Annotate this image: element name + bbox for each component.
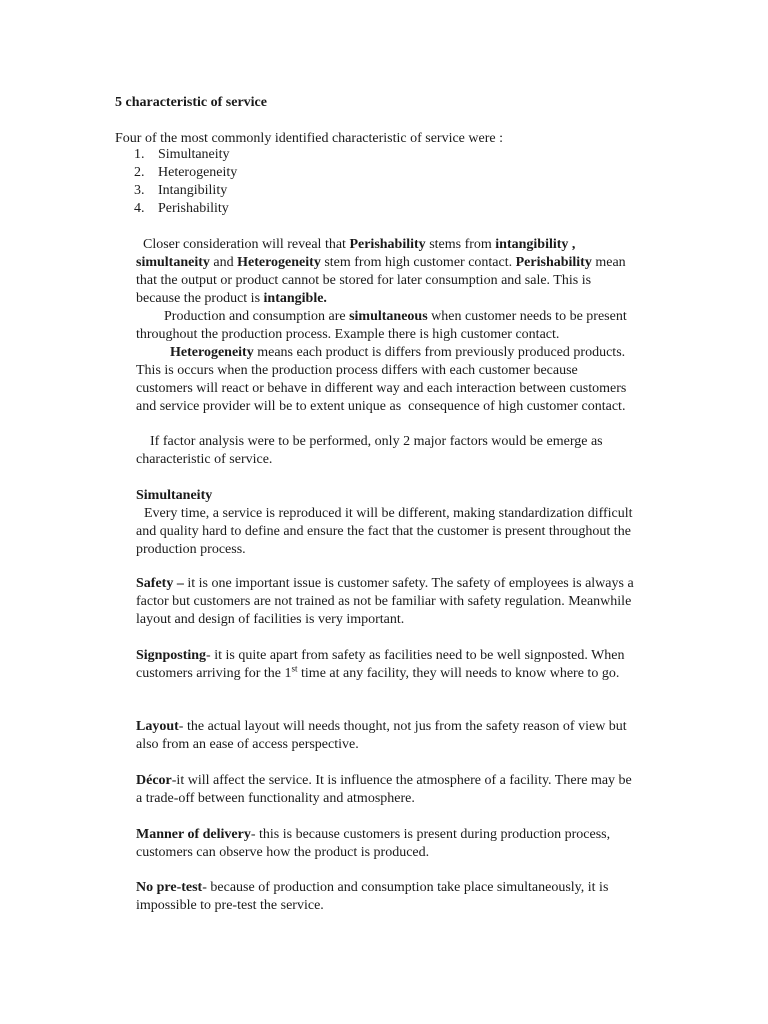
characteristics-list xyxy=(134,146,237,218)
bold-term: simultaneous xyxy=(349,309,428,324)
paragraph-heterogeneity xyxy=(136,344,636,416)
section-simultaneity xyxy=(136,487,636,559)
section-text: time at any facility, they will needs to know where to go. xyxy=(297,666,620,681)
section-layout xyxy=(136,718,636,754)
paragraph-factor-analysis: If factor analysis were to be performed, only 2 major factors would be emerge as characteristic of service. xyxy=(136,434,603,467)
text-run: Closer consideration will reveal that xyxy=(136,237,350,252)
list-item xyxy=(134,200,237,218)
text-run: stems from xyxy=(425,237,496,252)
paragraph-simultaneous xyxy=(136,308,636,344)
list-label: Simultaneity xyxy=(158,147,230,162)
bold-term: Perishability xyxy=(349,237,426,252)
section-no-pre-test xyxy=(136,879,636,915)
text-run: means each product is differs from previously produced products. This is occurs when the production process differs with each customer because customers will react or behave in different way and each interaction between customers and service provider will be to extent unique as consequence of high customer contact. xyxy=(136,345,630,414)
list-label: Heterogeneity xyxy=(158,165,238,180)
section-decor xyxy=(136,772,636,808)
bold-term: Décor xyxy=(136,773,172,788)
list-number: 4. xyxy=(134,201,145,216)
page-title: 5 characteristic of service xyxy=(115,95,267,110)
list-label: Perishability xyxy=(158,201,229,216)
list-label: Intangibility xyxy=(158,183,228,198)
section-text: Every time, a service is reproduced it will be different, making standardization difficult and quality hard to define and ensure the fact that the customer is present throughout the production process. xyxy=(136,506,633,557)
bold-term: Layout xyxy=(136,719,179,734)
section-signposting xyxy=(136,647,636,683)
text-run: when customer needs to be present throughout the production process. Example there is high customer contact. xyxy=(136,309,631,342)
section-text: - because of production and consumption take place simultaneously, it is impossible to pre-test the service. xyxy=(136,880,609,913)
list-item xyxy=(134,164,237,182)
text-run: stem from high customer contact. xyxy=(320,255,516,270)
bold-term: Safety – xyxy=(136,576,184,591)
list-item xyxy=(134,182,237,200)
section-heading: Simultaneity xyxy=(136,488,213,503)
section-text: it is one important issue is customer safety. The safety of employees is always a factor but customers are not trained as not be familiar with safety regulation. Meanwhile layout and design of facilities is very important. xyxy=(136,576,638,627)
bold-term: Perishability xyxy=(515,255,592,270)
text-run: and xyxy=(209,255,238,270)
bold-term: Signposting xyxy=(136,648,207,663)
bold-term: Heterogeneity xyxy=(237,255,321,270)
section-text: - it is quite apart from safety as facilities need to be well signposted. When customers arriving for the 1 xyxy=(136,648,625,681)
paragraph-consideration xyxy=(136,236,636,308)
list-item xyxy=(134,146,237,164)
bold-term: intangibility , xyxy=(495,237,576,252)
bold-term: Heterogeneity xyxy=(170,345,254,360)
text-run: mean that the output or product cannot be stored for later consumption and sale. This is because the product is xyxy=(136,255,630,306)
section-text: - this is because customers is present during production process, customers can observe how the product is produced. xyxy=(136,827,611,860)
bold-term: simultaneity xyxy=(136,255,210,270)
text-run xyxy=(575,237,579,252)
intro-text: Four of the most commonly identified characteristic of service were : xyxy=(115,131,503,146)
section-manner-of-delivery xyxy=(136,826,636,862)
section-safety xyxy=(136,575,636,629)
section-text: -it will affect the service. It is influence the atmosphere of a facility. There may be a trade-off between functionality and atmosphere. xyxy=(136,773,632,806)
superscript: st xyxy=(291,663,298,674)
text-run: Production and consumption are xyxy=(164,309,350,324)
bold-term: Manner of delivery xyxy=(136,827,251,842)
bold-term: No pre-test xyxy=(136,880,203,895)
list-number: 1. xyxy=(134,147,145,162)
section-text: - the actual layout will needs thought, not jus from the safety reason of view but also from an ease of access perspective. xyxy=(136,719,627,752)
list-number: 3. xyxy=(134,183,145,198)
list-number: 2. xyxy=(134,165,145,180)
bold-term: intangible. xyxy=(263,291,327,306)
